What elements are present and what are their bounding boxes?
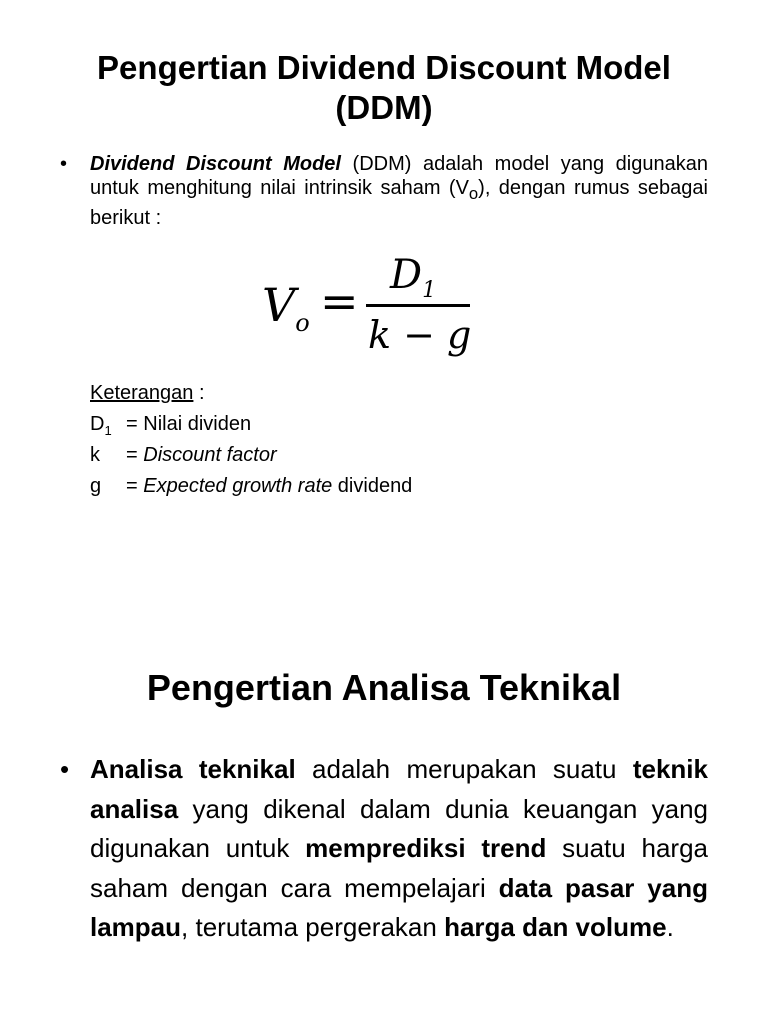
legend-symbol: g xyxy=(90,475,102,497)
teknikal-bullet xyxy=(60,750,708,948)
legend-symbol: k xyxy=(90,444,100,466)
ddm-text-a: (DDM) adalah model yang digunakan untuk menghitung nilai intrinsik saham (V xyxy=(90,153,708,199)
legend-heading: Keterangan : xyxy=(90,382,205,404)
slide-title xyxy=(20,48,748,128)
legend-row-k xyxy=(90,440,277,471)
slide-analisa-teknikal xyxy=(0,640,768,1024)
slide-title: Pengertian Analisa Teknikal xyxy=(146,667,622,708)
teknikal-paragraph: Analisa teknikal adalah merupakan suatu teknik analisa yang dikenal dalam dunia keuangan yang digunakan untuk memprediksi trend suatu harga saham dengan cara mempelajari data pasar yang lampau, terutama pergerakan harga dan volume. xyxy=(90,754,708,942)
ddm-text-b: ), dengan rumus sebagai berikut : xyxy=(90,177,708,229)
ddm-term: Dividend Discount Model xyxy=(90,153,341,175)
bullet-icon: • xyxy=(60,153,68,175)
legend-definition: = Discount factor xyxy=(126,444,277,466)
bullet-icon: • xyxy=(60,754,70,784)
ddm-paragraph xyxy=(90,152,708,230)
legend-symbol: $D_1$ xyxy=(90,413,112,438)
legend-row-d1 xyxy=(90,409,252,440)
ddm-sub: o xyxy=(468,184,479,203)
ddm-bullet xyxy=(60,152,708,230)
formula-lhs: $V_o$ xyxy=(262,278,310,338)
formula-denominator: k − g xyxy=(368,313,472,357)
formula-equals: = xyxy=(320,274,359,328)
title-line-2: (DDM) xyxy=(335,89,433,126)
title-line-1: Pengertian Dividend Discount Model xyxy=(97,49,671,86)
legend xyxy=(90,378,413,502)
legend-row-g xyxy=(90,471,413,502)
legend-definition: = Expected growth rate dividend xyxy=(126,475,413,497)
fraction-bar xyxy=(366,304,470,307)
ddm-formula xyxy=(262,252,482,362)
legend-definition: = Nilai dividen xyxy=(126,413,252,435)
formula-numerator: $D_1$ xyxy=(390,252,437,303)
